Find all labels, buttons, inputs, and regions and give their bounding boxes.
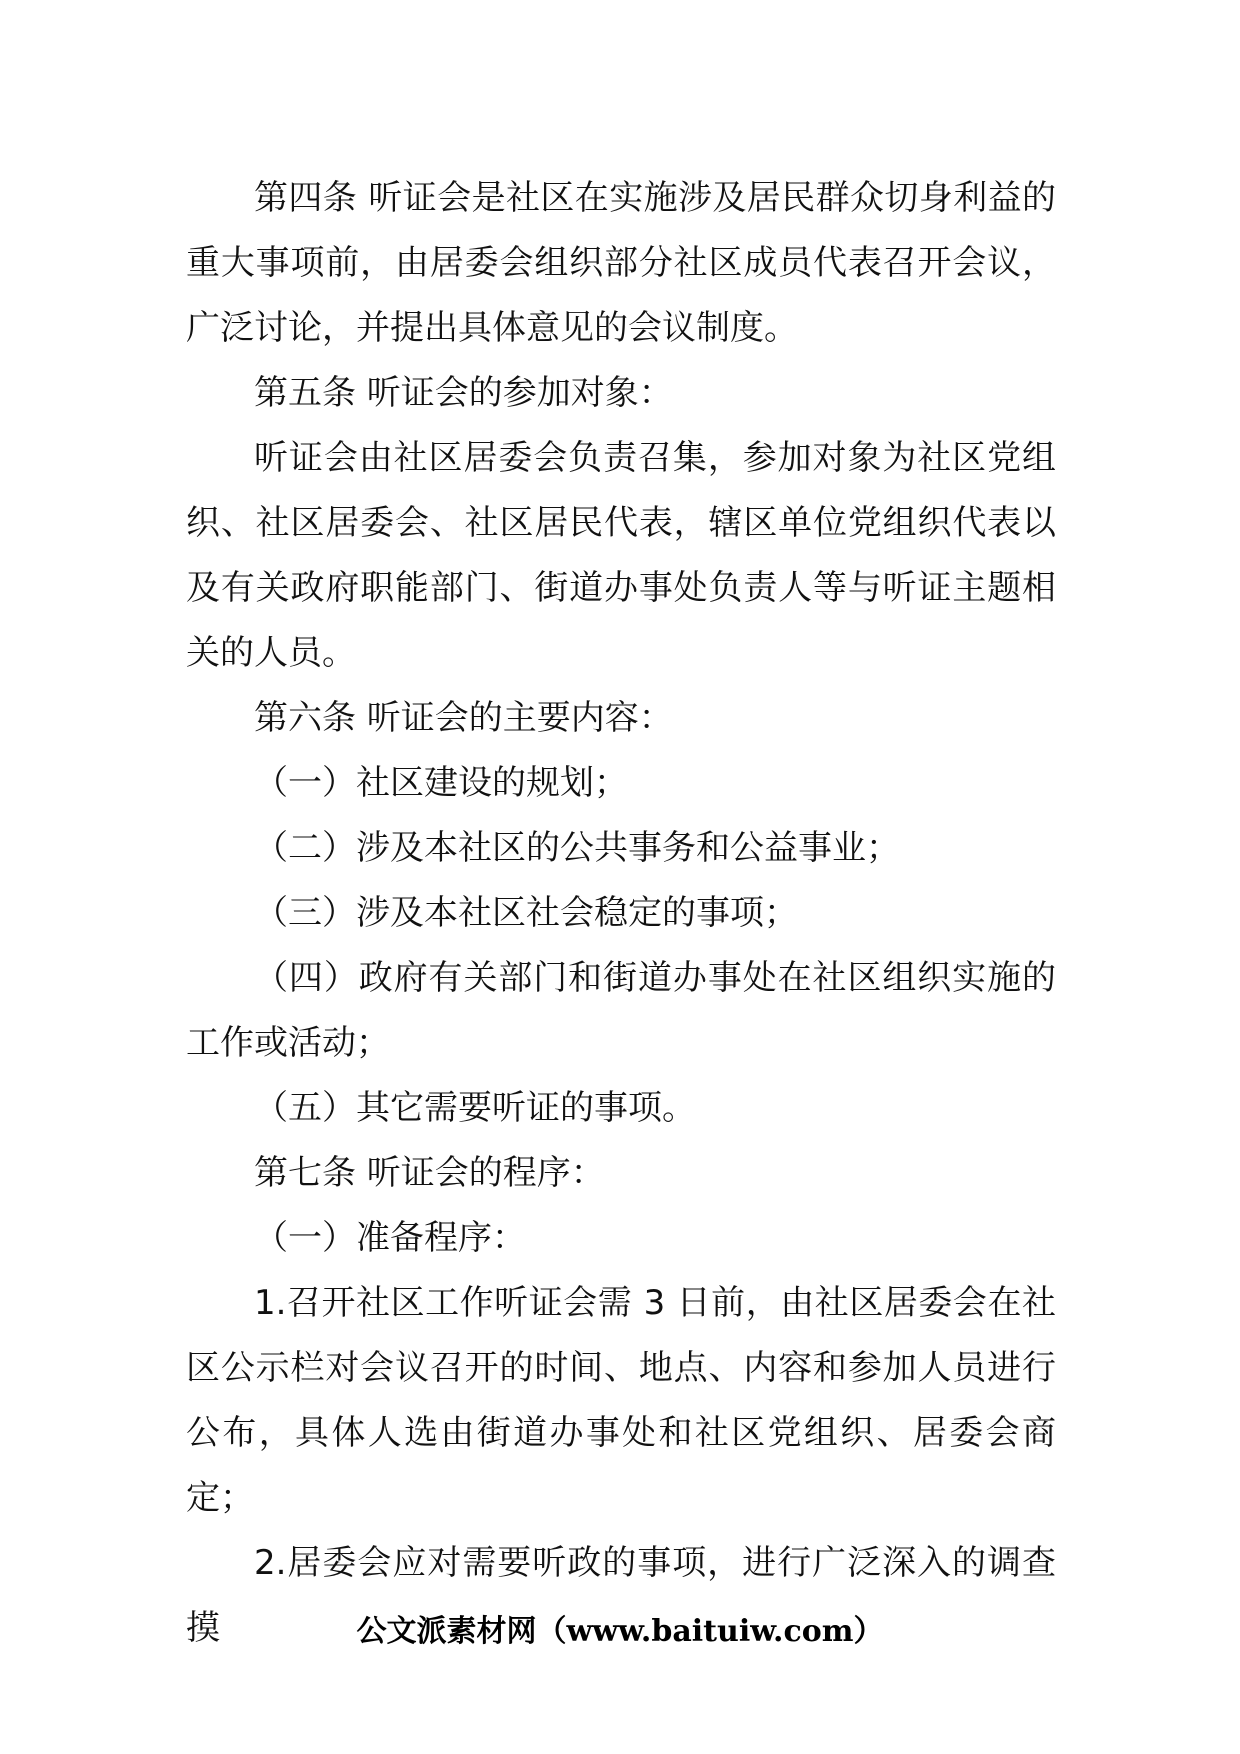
paragraph-article-5-heading: 第五条 听证会的参加对象： xyxy=(254,373,673,413)
list-item-step-2: 2.居委会应对需要听政的事项，进行广泛深入的调查摸 xyxy=(186,1543,1056,1648)
list-item-content-5: （五）其它需要听证的事项。 xyxy=(254,1088,696,1128)
list-item-content-4: （四）政府有关部门和街道办事处在社区组织实施的工作或活动； xyxy=(186,958,1056,1063)
list-item-content-2: （二）涉及本社区的公共事务和公益事业； xyxy=(254,828,900,868)
paragraph-participants: 听证会由社区居委会负责召集，参加对象为社区党组织、社区居委会、社区居民代表，辖区单位党组织代表以及有关政府职能部门、街道办事处负责人等与听证主题相关的人员。 xyxy=(186,438,1056,673)
list-item-content-1: （一）社区建设的规划； xyxy=(254,763,628,803)
paragraph-article-7-heading: 第七条 听证会的程序： xyxy=(254,1153,605,1193)
list-item-step-1: 1.召开社区工作听证会需 3 日前，由社区居委会在社区公示栏对会议召开的时间、地点、内容和参加人员进行公布，具体人选由街道办事处和社区党组织、居委会商定； xyxy=(186,1283,1056,1518)
list-item-content-3: （三）涉及本社区社会稳定的事项； xyxy=(254,893,798,933)
paragraph-article-4: 第四条 听证会是社区在实施涉及居民群众切身利益的重大事项前，由居委会组织部分社区成员代表召开会议，广泛讨论，并提出具体意见的会议制度。 xyxy=(186,178,1056,348)
list-item-procedure-1: （一）准备程序： xyxy=(254,1218,526,1258)
footer-watermark: 公文派素材网（www.baituiw.com） xyxy=(356,1614,884,1649)
document-body xyxy=(186,166,1056,1661)
paragraph-article-6-heading: 第六条 听证会的主要内容： xyxy=(254,698,673,738)
